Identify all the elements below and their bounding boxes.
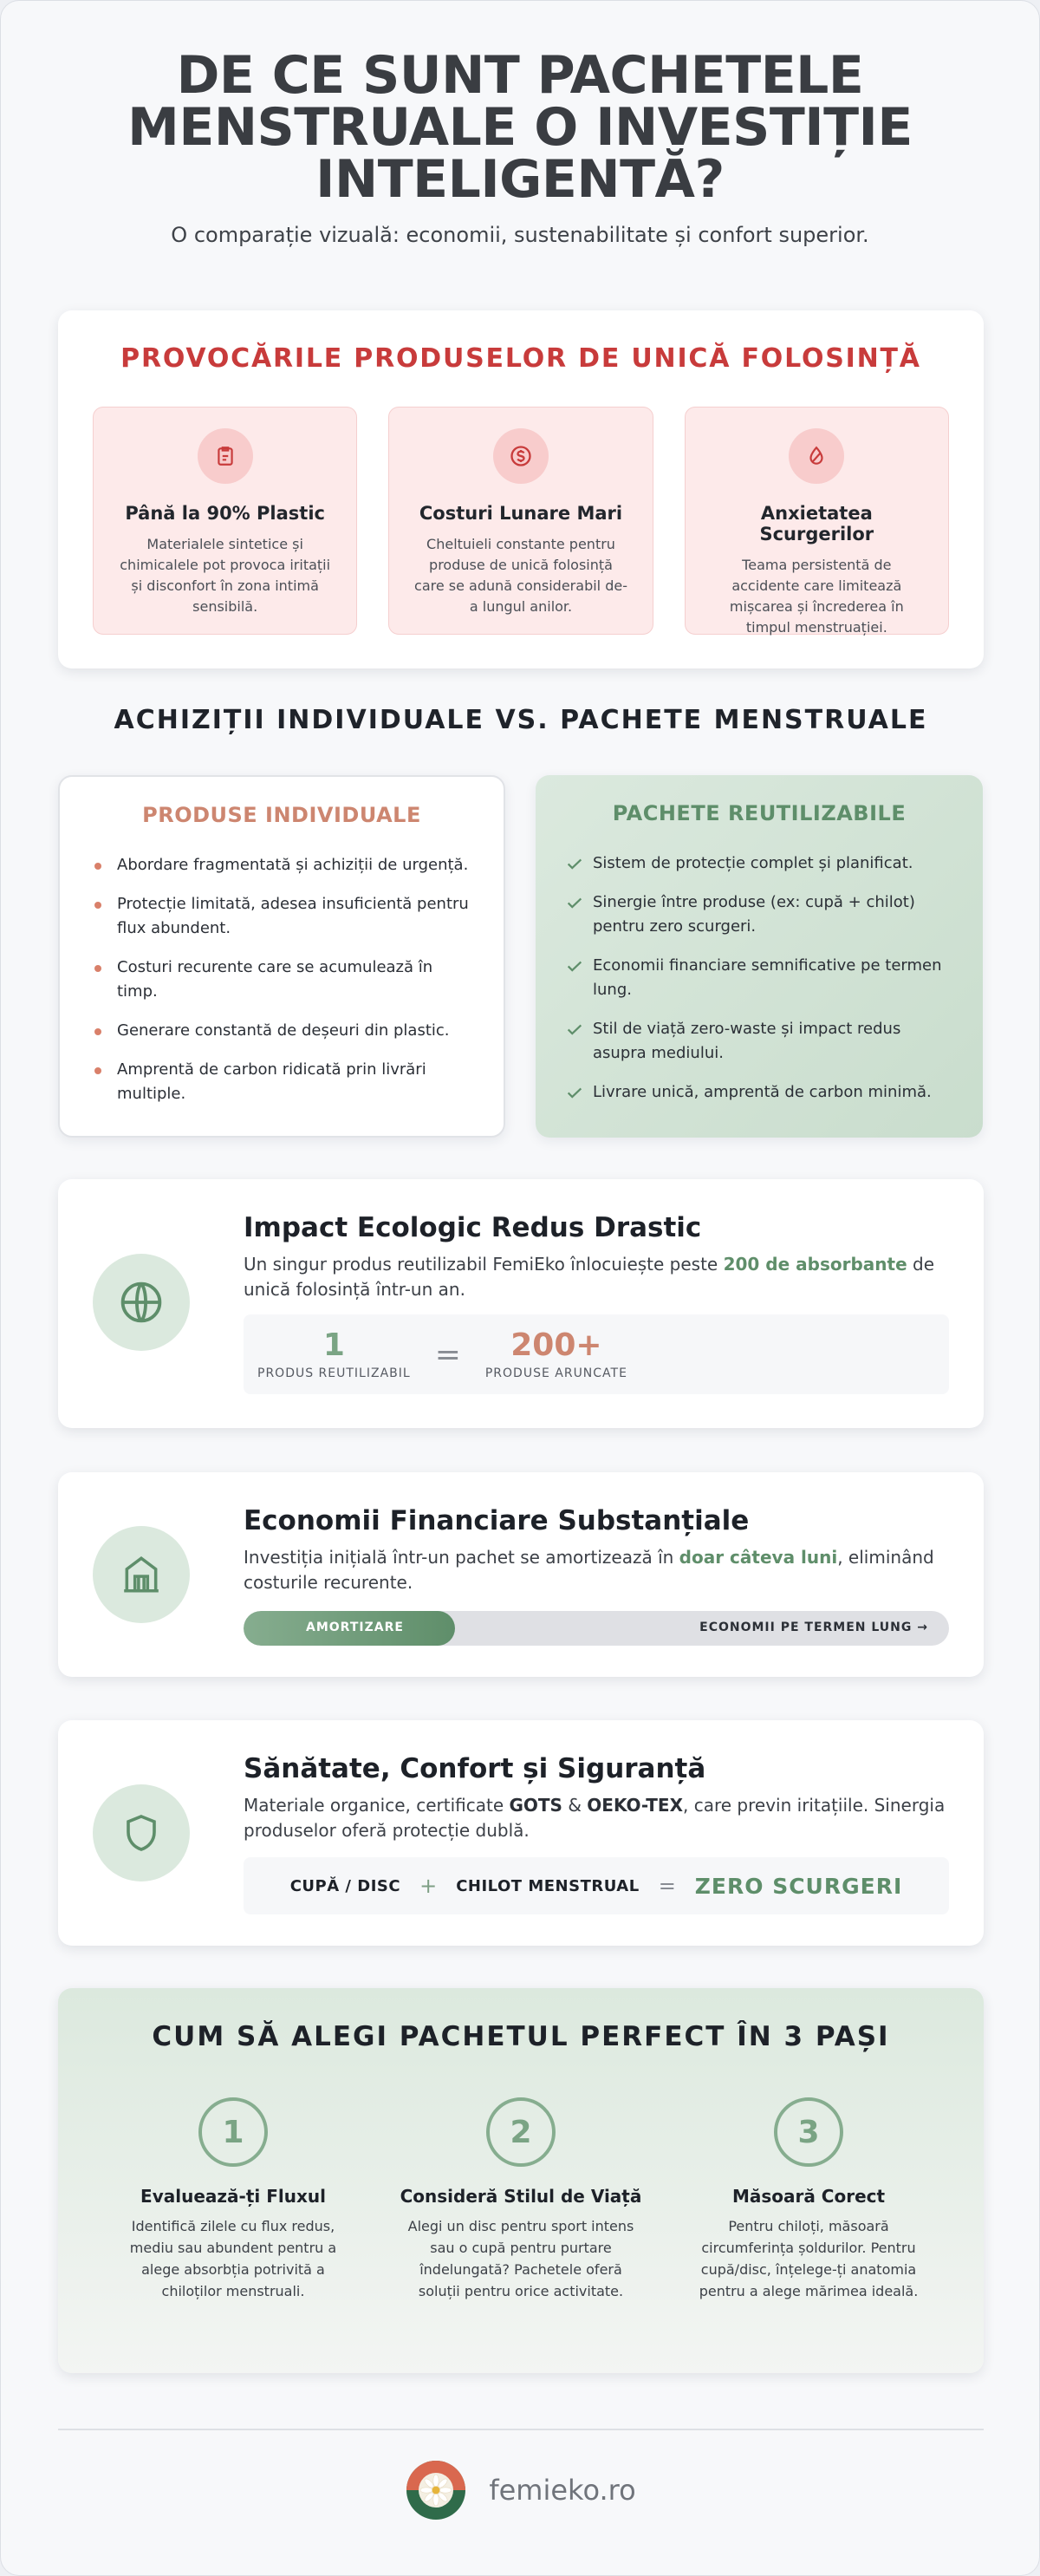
health-text: Materiale organice, certificate GOTS & OEKO-TEX, care previn iritațiile. Sinergia produselor oferă protecție dublă. xyxy=(244,1795,946,1841)
finance-card xyxy=(58,1472,984,1677)
eq-disposable xyxy=(485,1328,627,1380)
dollar-coin-icon xyxy=(493,428,549,484)
list-item xyxy=(565,1080,953,1105)
step-number: 1 xyxy=(198,2097,268,2167)
droplet-slash-icon xyxy=(789,428,844,484)
reusable-kits-list xyxy=(565,851,953,1105)
individual-products-column xyxy=(58,775,505,1138)
femieko-logo[interactable] xyxy=(406,2460,466,2521)
bullet-dot-icon xyxy=(94,902,101,909)
list-item-text: Livrare unică, amprentă de carbon minimă. xyxy=(593,1083,932,1101)
individual-products-list xyxy=(89,853,474,1106)
list-item-text: Stil de viață zero-waste și impact redus asupra mediului. xyxy=(593,1020,901,1062)
step-text: Pentru chiloți, măsoară circumferința șoldurilor. Pentru cupă/disc, înțelege-ți anatomia pentru a alege mărimea ideală. xyxy=(699,2218,919,2299)
health-title: Sănătate, Confort și Siguranță xyxy=(244,1753,706,1784)
list-item-text: Economii financiare semnificative pe termen lung. xyxy=(593,956,942,999)
eq-reusable-label: PRODUS REUTILIZABIL xyxy=(257,1366,411,1380)
challenge-item xyxy=(388,407,653,635)
list-item-text: Sinergie între produse (ex: cupă + chilot) pentru zero scurgeri. xyxy=(593,893,915,936)
challenges-card xyxy=(58,310,984,668)
step-item xyxy=(665,2097,952,2302)
page-subtitle: O comparație vizuală: economii, sustenabilitate și confort superior. xyxy=(171,223,869,247)
eq-reusable xyxy=(257,1328,411,1380)
list-item xyxy=(565,851,953,876)
eco-impact-text: Un singur produs reutilizabil FemiEko înlocuiește peste 200 de absorbante de unică folosință într-un an. xyxy=(244,1254,935,1300)
bullet-dot-icon xyxy=(94,1028,101,1035)
list-item xyxy=(565,890,953,939)
list-item-text: Costuri recurente care se acumulează în timp. xyxy=(117,958,433,1001)
footer-divider xyxy=(58,2429,984,2430)
list-item-text: Abordare fragmentată și achiziții de urgență. xyxy=(117,856,469,874)
challenge-title: Costuri Lunare Mari xyxy=(419,503,623,524)
amortization-label: AMORTIZARE xyxy=(306,1621,404,1634)
plus-sign: + xyxy=(419,1874,438,1898)
checkmark-icon xyxy=(565,893,584,912)
list-item xyxy=(565,1017,953,1066)
list-item xyxy=(89,1019,474,1043)
step-number: 2 xyxy=(486,2097,556,2167)
list-item-text: Sistem de protecție complet și planificat. xyxy=(593,854,913,872)
step-text: Alegi un disc pentru sport intens sau o cupă pentru purtare îndelungată? Pachetele oferă soluții pentru orice activitate. xyxy=(407,2218,634,2299)
steps-title: CUM SĂ ALEGI PACHETUL PERFECT ÎN 3 PAȘI xyxy=(152,2021,890,2052)
protection-equation xyxy=(244,1857,949,1914)
globe-icon xyxy=(93,1254,190,1351)
cup-disc-label: CUPĂ / DISC xyxy=(289,1876,401,1895)
finance-title: Economii Financiare Substanțiale xyxy=(244,1505,750,1536)
challenges-grid xyxy=(93,407,949,635)
challenge-text: Teama persistentă de accidente care limitează mișcarea și încrederea în timpul menstruației. xyxy=(729,557,904,636)
individual-products-title: PRODUSE INDIVIDUALE xyxy=(142,803,421,827)
step-title: Evaluează-ți Fluxul xyxy=(140,2186,326,2207)
bullet-dot-icon xyxy=(94,863,101,870)
reusable-kits-title: PACHETE REUTILIZABILE xyxy=(612,801,907,825)
page-title: DE CE SUNT PACHETELE MENSTRUALE O INVESTIȚIE INTELIGENTĂ? xyxy=(127,45,913,210)
list-item-text: Amprentă de carbon ridicată prin livrări multiple. xyxy=(117,1060,426,1103)
shield-icon xyxy=(93,1784,190,1881)
list-item xyxy=(89,955,474,1004)
site-link[interactable]: femieko.ro xyxy=(489,2474,636,2507)
checkmark-icon xyxy=(565,854,584,873)
challenge-item xyxy=(685,407,949,635)
challenges-title: PROVOCĂRILE PRODUSELOR DE UNICĂ FOLOSINȚĂ xyxy=(120,343,921,374)
amortization-bar xyxy=(244,1611,949,1646)
steps-card xyxy=(58,1988,984,2373)
step-item xyxy=(377,2097,665,2302)
list-item xyxy=(565,954,953,1002)
challenge-title: Până la 90% Plastic xyxy=(125,503,325,524)
long-term-savings-label: ECONOMII PE TERMEN LUNG → xyxy=(699,1621,928,1634)
challenge-text: Materialele sintetice și chimicalele pot provoca iritații și disconfort în zona intimă sensibilă. xyxy=(120,536,331,615)
hero xyxy=(1,1,1039,247)
challenge-title: Anxietatea Scurgerilor xyxy=(759,503,874,545)
eq-reusable-number: 1 xyxy=(322,1327,345,1363)
list-item xyxy=(89,853,474,877)
eco-impact-card xyxy=(58,1179,984,1428)
bullet-dot-icon xyxy=(94,965,101,972)
menstrual-underwear-label: CHILOT MENSTRUAL xyxy=(456,1876,640,1895)
challenge-item xyxy=(93,407,357,635)
eco-impact-title: Impact Ecologic Redus Drastic xyxy=(244,1212,702,1243)
eco-equation xyxy=(244,1314,949,1394)
step-title: Consideră Stilul de Viață xyxy=(400,2186,642,2207)
equals-sign: = xyxy=(658,1874,676,1898)
equals-sign: = xyxy=(434,1336,461,1373)
step-title: Măsoară Corect xyxy=(731,2186,886,2207)
checkmark-icon xyxy=(565,956,584,975)
clipboard-icon xyxy=(198,428,253,484)
step-number: 3 xyxy=(774,2097,843,2167)
footer xyxy=(1,2460,1040,2521)
eq-disposable-number: 200+ xyxy=(510,1327,602,1363)
checkmark-icon xyxy=(565,1083,584,1102)
list-item-text: Protecție limitată, adesea insuficientă pentru flux abundent. xyxy=(117,895,469,937)
step-text: Identifică zilele cu flux redus, mediu sau abundent pentru a alege absorbția potrivită a chiloților menstruali. xyxy=(129,2218,337,2299)
reusable-kits-column xyxy=(536,775,983,1138)
bullet-dot-icon xyxy=(94,1067,101,1074)
list-item xyxy=(89,892,474,941)
checkmark-icon xyxy=(565,1020,584,1039)
comparison-title: ACHIZIȚII INDIVIDUALE VS. PACHETE MENSTRUALE xyxy=(114,705,928,735)
steps-grid xyxy=(58,2097,984,2302)
health-card xyxy=(58,1720,984,1946)
bank-building-icon xyxy=(93,1526,190,1623)
challenge-text: Cheltuieli constante pentru produse de unică folosință care se adună considerabil de-a lungul anilor. xyxy=(414,536,627,615)
list-item xyxy=(89,1058,474,1106)
eq-disposable-label: PRODUSE ARUNCATE xyxy=(484,1366,627,1380)
list-item-text: Generare constantă de deșeuri din plastic. xyxy=(117,1021,450,1040)
zero-leaks-label: ZERO SCURGERI xyxy=(694,1873,903,1899)
step-item xyxy=(89,2097,377,2302)
finance-text: Investiția inițială într-un pachet se amortizează în doar câteva luni, eliminând costurile recurente. xyxy=(244,1547,934,1593)
